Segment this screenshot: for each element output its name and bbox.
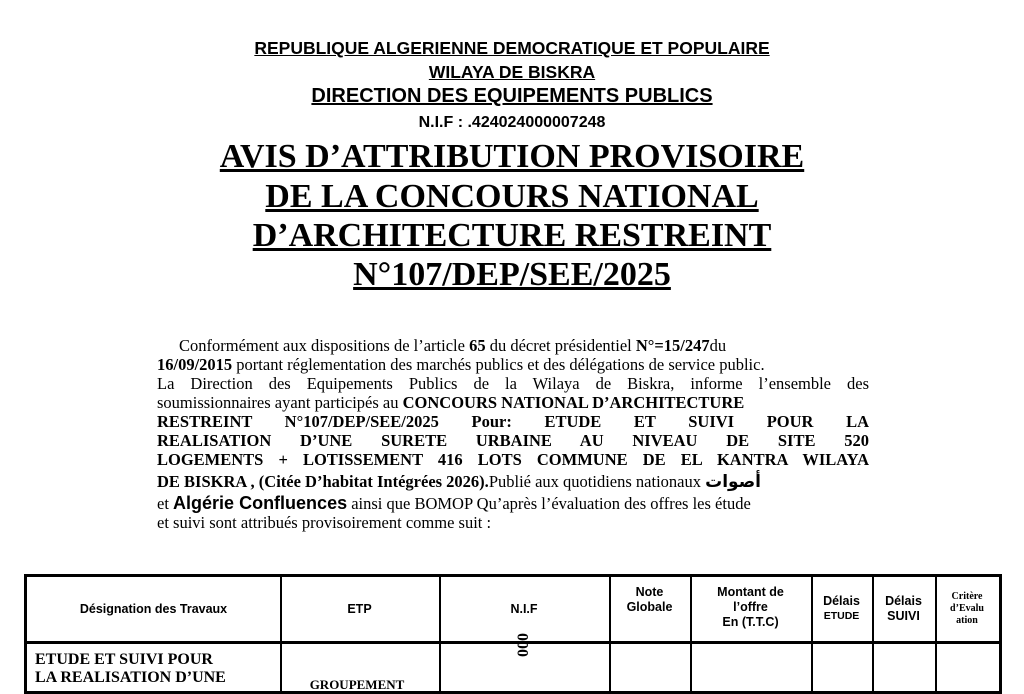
table-row-etp: GROUPEMENT — [309, 677, 405, 692]
body-line: soumissionnaires ayant participés au CONCOURS NATIONAL D’ARCHITECTURE — [157, 393, 745, 412]
body-line: 16/09/2015 portant réglementation des marchés publics et des délégations de service public. — [157, 355, 765, 374]
attribution-table — [24, 574, 1002, 694]
body-line: REALISATION D’UNE SURETE URBAINE AU NIVEAU DE SITE 520 — [157, 431, 869, 450]
table-row-designation: ETUDE ET SUIVI POUR LA REALISATION D’UNE — [35, 651, 226, 686]
title-line-2: DE LA CONCOURS NATIONAL — [265, 178, 759, 215]
body-line: et suivi sont attribués provisoirement comme suit : — [157, 513, 492, 532]
body-line: Conformément aux dispositions de l’article 65 du décret présidentiel N°=15/247du — [179, 336, 727, 355]
header-republic: REPUBLIQUE ALGERIENNE DEMOCRATIQUE ET POPULAIRE — [254, 38, 770, 58]
title-line-4: N°107/DEP/SEE/2025 — [353, 256, 671, 293]
title-line-1: AVIS D’ATTRIBUTION PROVISOIRE — [219, 138, 805, 175]
column-header-nif: N.I.F — [510, 601, 538, 616]
title-line-3: D’ARCHITECTURE RESTREINT — [252, 217, 772, 254]
header-nif: N.I.F : .424024000007248 — [418, 114, 606, 131]
table-row-nif: 000 — [515, 633, 532, 657]
header-wilaya: WILAYA DE BISKRA — [428, 62, 596, 82]
column-header-designation: Désignation des Travaux — [79, 601, 228, 616]
body-line: LOGEMENTS + LOTISSEMENT 416 LOTS COMMUNE DE EL KANTRA WILAYA — [157, 450, 869, 469]
body-paragraph — [157, 336, 869, 532]
header-direction: DIRECTION DES EQUIPEMENTS PUBLICS — [311, 85, 713, 107]
body-line: DE BISKRA , (Citée D’habitat Intégrées 2026).Publié aux quotidiens nationaux أصوات — [157, 472, 761, 492]
header-row-divider — [27, 641, 999, 644]
column-header-etp: ETP — [347, 601, 372, 616]
body-line: et Algérie Confluences ainsi que BOMOP Qu’après l’évaluation des offres les étude — [157, 493, 751, 513]
column-header-note: Note Globale — [626, 585, 673, 614]
column-header-critere: Critère d’Evalu ation — [950, 591, 984, 626]
body-line: La Direction des Equipements Publics de la Wilaya de Biskra, informe l’ensemble des — [157, 374, 869, 393]
column-header-montant: Montant de l’offre En (T.T.C) — [717, 585, 784, 629]
column-header-delais-etude: Délais ETUDE — [823, 594, 860, 622]
column-header-delais-suivi: Délais SUIVI — [885, 594, 922, 623]
body-line: RESTREINT N°107/DEP/SEE/2025 Pour: ETUDE ET SUIVI POUR LA — [157, 412, 869, 431]
